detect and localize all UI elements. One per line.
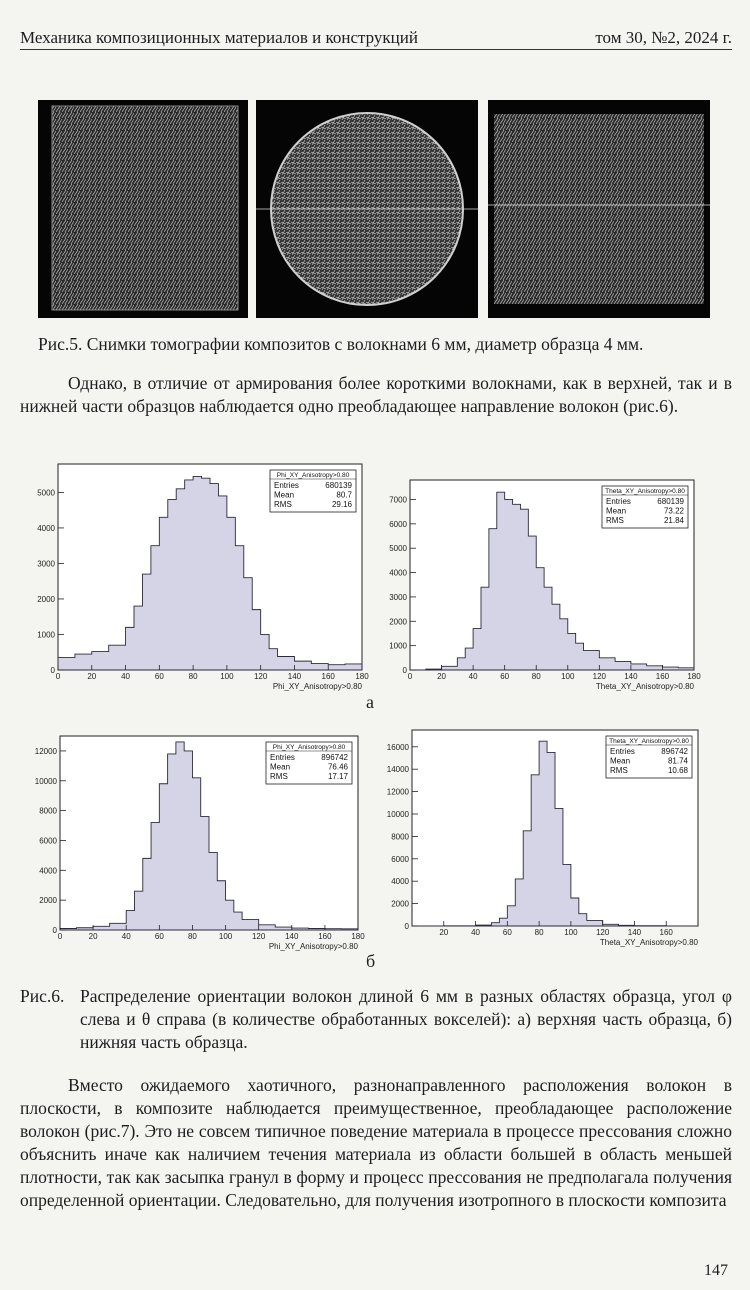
- stats-value: 29.16: [331, 500, 352, 509]
- x-tick-label: 20: [88, 932, 98, 941]
- histogram-theta-top: [376, 460, 701, 698]
- x-tick-label: 60: [500, 672, 510, 681]
- y-tick-label: 2000: [391, 899, 409, 909]
- tomography-image-side-2: [488, 100, 710, 318]
- y-tick-label: 0: [50, 666, 55, 675]
- histogram-theta-bottom: [372, 716, 702, 954]
- x-tick-label: 160: [321, 672, 335, 681]
- x-tick-label: 120: [595, 928, 610, 937]
- y-tick-label: 4000: [389, 568, 407, 578]
- tomography-image-side-1: [38, 100, 248, 318]
- journal-title: Механика композиционных материалов и конструкций: [20, 28, 418, 47]
- tomography-image-cross-section: [256, 100, 478, 318]
- x-tick-label: 120: [592, 672, 607, 681]
- stats-label: RMS: [606, 516, 624, 525]
- y-tick-label: 0: [52, 926, 57, 935]
- y-tick-label: 16000: [386, 742, 409, 752]
- histogram-svg: [372, 716, 702, 954]
- x-tick-label: 60: [502, 928, 512, 937]
- stats-value: 680139: [325, 481, 352, 490]
- stats-box: [266, 742, 352, 784]
- x-axis-label: Phi_XY_Anisotropy>0.80: [268, 942, 358, 951]
- stats-label: Mean: [610, 756, 631, 766]
- x-tick-label: 20: [439, 928, 449, 937]
- stats-label: Mean: [270, 762, 291, 772]
- issue-info: том 30, №2, 2024 г.: [595, 28, 732, 47]
- x-tick-label: 160: [318, 932, 332, 941]
- stats-box: [606, 736, 692, 778]
- figure-6-label-b: б: [366, 951, 376, 971]
- stats-value: 81.74: [667, 756, 688, 766]
- figure-5-images: [38, 100, 710, 320]
- x-tick-label: 0: [407, 672, 413, 681]
- stats-title: Phi_XY_Anisotropy>0.80: [276, 472, 350, 479]
- x-tick-label: 180: [351, 932, 365, 941]
- y-tick-label: 0: [402, 666, 407, 675]
- x-tick-label: 0: [55, 672, 61, 681]
- stats-title: Theta_XY_Anisotropy>0.80: [609, 738, 689, 745]
- y-tick-label: 6000: [39, 836, 57, 846]
- stats-value: 680139: [657, 497, 684, 506]
- x-tick-label: 80: [531, 672, 541, 681]
- y-tick-label: 10000: [386, 810, 409, 819]
- x-tick-label: 80: [534, 928, 544, 937]
- y-tick-label: 8000: [391, 832, 409, 842]
- y-tick-label: 14000: [386, 765, 409, 775]
- stats-label: Entries: [270, 753, 295, 762]
- paragraph-2-text: Вместо ожидаемого хаотичного, разнонаправленного расположения волокон в плоскости, в композите наблюдается преимущественное, преобладающее расположение волокон (рис.7). Это не совсем типичное поведение материала в процессе прессования сложно объяснить иначе как наличием течения материала из области большей в область меньшей плотности, так как засыпка гранул в форму и процесс прессования не предполагала получения определенной ориентации. Следовательно, для получения изотропного в плоскости композита: [20, 1075, 732, 1210]
- stats-label: Mean: [606, 506, 627, 516]
- figure-6-label-a: а: [366, 692, 374, 712]
- y-tick-label: 4000: [39, 866, 57, 876]
- x-tick-label: 140: [285, 932, 299, 941]
- stats-value: 896742: [321, 753, 348, 762]
- y-tick-label: 2000: [37, 594, 55, 604]
- stats-label: RMS: [610, 766, 628, 775]
- x-tick-label: 20: [87, 672, 97, 681]
- y-tick-label: 4000: [37, 523, 55, 533]
- stats-label: Entries: [274, 481, 299, 490]
- y-tick-label: 12000: [386, 787, 409, 797]
- stats-value: 76.46: [327, 762, 348, 772]
- y-tick-label: 1000: [37, 630, 55, 640]
- y-tick-label: 2000: [389, 617, 407, 627]
- x-tick-label: 60: [154, 672, 164, 681]
- x-axis-label: Phi_XY_Anisotropy>0.80: [272, 682, 362, 691]
- stats-value: 73.22: [663, 506, 684, 516]
- x-axis-label: Theta_XY_Anisotropy>0.80: [599, 938, 698, 947]
- x-tick-label: 100: [564, 928, 578, 937]
- histogram-svg: [16, 460, 369, 698]
- x-tick-label: 80: [187, 932, 197, 941]
- stats-label: Entries: [610, 747, 635, 756]
- y-tick-label: 0: [404, 922, 409, 931]
- stats-title: Phi_XY_Anisotropy>0.80: [272, 744, 346, 751]
- x-tick-label: 160: [655, 672, 670, 681]
- stats-label: RMS: [274, 500, 292, 509]
- x-tick-label: 160: [659, 928, 673, 937]
- figure-5-caption: Рис.5. Снимки томографии композитов с волокнами 6 мм, диаметр образца 4 мм.: [38, 334, 644, 354]
- x-tick-label: 60: [154, 932, 164, 941]
- paragraph-2: [20, 1074, 732, 1212]
- x-tick-label: 20: [437, 672, 447, 681]
- y-tick-label: 1000: [389, 641, 407, 651]
- paragraph-1: [20, 372, 732, 418]
- paragraph-1-text: Однако, в отличие от армирования более короткими волокнами, как в верхней, так и в нижней части образцов наблюдается одно преобладающее направление волокон (рис.6).: [20, 373, 732, 416]
- stats-label: Mean: [274, 490, 295, 500]
- x-tick-label: 120: [251, 932, 266, 941]
- histogram-svg: [376, 460, 701, 698]
- y-tick-label: 6000: [389, 519, 407, 529]
- y-tick-label: 3000: [389, 592, 407, 602]
- y-tick-label: 3000: [37, 559, 55, 569]
- x-tick-label: 140: [624, 672, 638, 681]
- x-tick-label: 100: [220, 672, 234, 681]
- x-tick-label: 80: [188, 672, 198, 681]
- stats-value: 896742: [661, 747, 688, 756]
- y-tick-label: 8000: [39, 806, 57, 816]
- stats-box: [270, 470, 356, 512]
- y-tick-label: 7000: [389, 495, 407, 505]
- stats-label: RMS: [270, 772, 288, 781]
- x-tick-label: 100: [561, 672, 575, 681]
- y-tick-label: 4000: [391, 877, 409, 887]
- x-tick-label: 0: [57, 932, 63, 941]
- stats-value: 10.68: [667, 766, 688, 775]
- stats-value: 21.84: [663, 516, 684, 525]
- stats-value: 17.17: [327, 772, 348, 781]
- y-tick-label: 2000: [39, 896, 57, 906]
- stats-value: 80.7: [336, 490, 352, 500]
- x-axis-label: Theta_XY_Anisotropy>0.80: [595, 682, 694, 691]
- x-tick-label: 40: [471, 928, 481, 937]
- y-tick-label: 12000: [34, 746, 57, 756]
- stats-box: [602, 486, 688, 528]
- x-tick-label: 100: [218, 932, 233, 941]
- running-header: [20, 28, 732, 50]
- page-number: 147: [704, 1262, 728, 1279]
- y-tick-label: 6000: [391, 854, 409, 864]
- x-tick-label: 40: [121, 932, 131, 941]
- histogram-svg: [16, 722, 365, 954]
- y-tick-label: 10000: [34, 776, 57, 786]
- x-tick-label: 180: [355, 672, 369, 681]
- x-tick-label: 140: [627, 928, 642, 937]
- x-tick-label: 40: [121, 672, 131, 681]
- y-tick-label: 5000: [37, 488, 55, 498]
- x-tick-label: 120: [253, 672, 268, 681]
- x-tick-label: 140: [287, 672, 302, 681]
- stats-title: Theta_XY_Anisotropy>0.80: [605, 488, 685, 495]
- figure-6-caption-lead: Рис.6.: [20, 986, 65, 1006]
- x-tick-label: 180: [687, 672, 701, 681]
- histogram-phi-top: [16, 460, 369, 698]
- x-tick-label: 40: [468, 672, 478, 681]
- histogram-phi-bottom: [16, 722, 365, 954]
- y-tick-label: 5000: [389, 544, 407, 554]
- figure-6-caption: [20, 985, 732, 1054]
- figure-6-caption-body: Распределение ориентации волокон длиной 6 мм в разных областях образца, угол φ слева и θ справа (в количестве обработанных вокселей): а) верхняя часть образца, б) нижняя часть образца.: [80, 986, 732, 1052]
- stats-label: Entries: [606, 497, 631, 506]
